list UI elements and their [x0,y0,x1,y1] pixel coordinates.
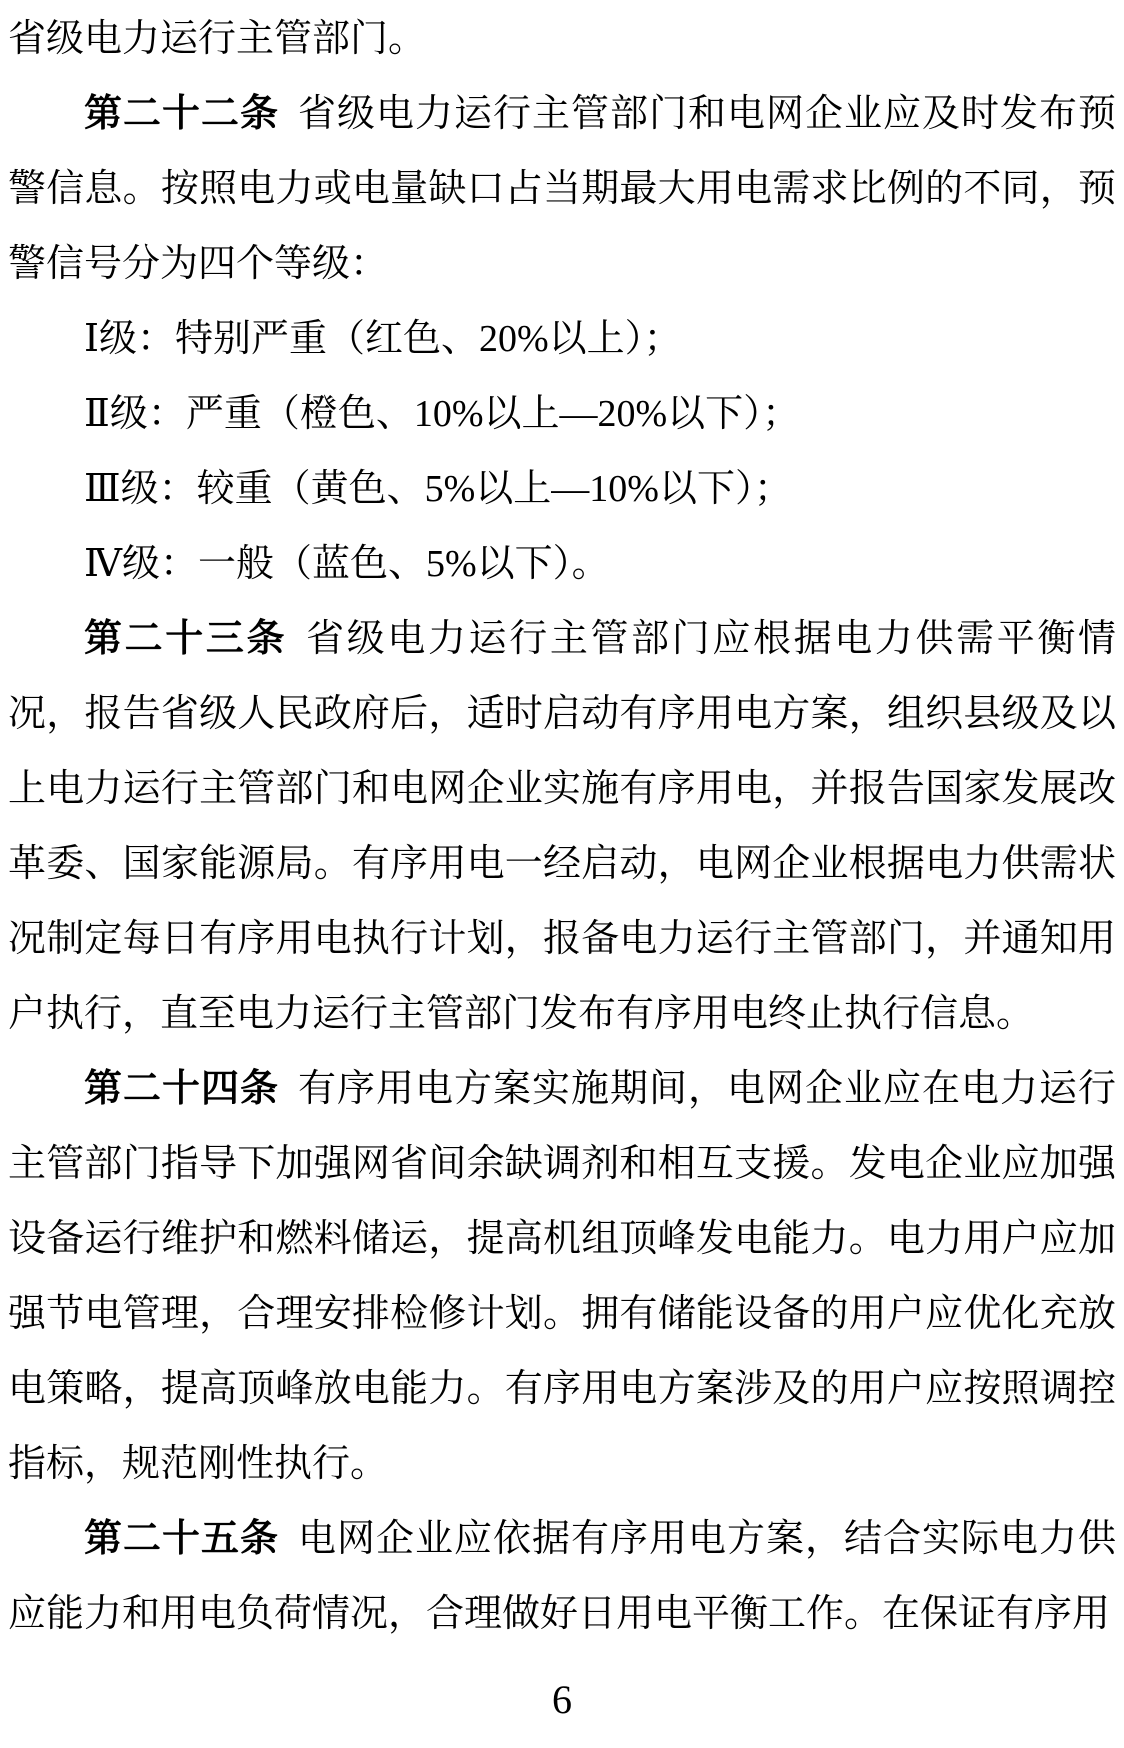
article-23-paragraph [8,602,1116,1052]
article-24-text: 有序用电方案实施期间，电网企业应在电力运行主管部门指导下加强网省间余缺调剂和相互支援。发电企业应加强设备运行维护和燃料储运，提高机组顶峰发电能力。电力用户应加强节电管理，合理安排检修计划。拥有储能设备的用户应优化充放电策略，提高顶峰放电能力。有序用电方案涉及的用户应按照调控指标，规范刚性执行。 [8,1068,1116,1485]
article-22-text: 省级电力运行主管部门和电网企业应及时发布预警信息。按照电力或电量缺口占当期最大用电需求比例的不同，预警信号分为四个等级： [8,93,1116,285]
warning-level-3-item: Ⅲ级：较重（黄色、5%以上—10%以下）； [84,468,792,510]
article-25-text: 电网企业应依据有序用电方案，结合实际电力供应能力和用电负荷情况，合理做好日用电平衡工作。在保证有序用 [8,1518,1116,1635]
article-24-paragraph [8,1052,1116,1502]
article-22-number: 第二十二条 [84,93,279,135]
article-25-number: 第二十五条 [84,1518,279,1560]
article-23-number: 第二十三条 [84,618,288,660]
article-25-paragraph [8,1502,1116,1652]
article-24-number: 第二十四条 [84,1068,279,1110]
article-22-paragraph [8,77,1116,302]
paragraph-continuation: 省级电力运行主管部门。 [8,18,427,60]
warning-level-1-item: Ⅰ级：特别严重（红色、20%以上）； [84,318,682,360]
page-number: 6 [552,1677,572,1722]
article-23-text: 省级电力运行主管部门应根据电力供需平衡情况，报告省级人民政府后，适时启动有序用电方案，组织县级及以上电力运行主管部门和电网企业实施有序用电，并报告国家发展改革委、国家能源局。有序用电一经启动，电网企业根据电力供需状况制定每日有序用电执行计划，报备电力运行主管部门，并通知用户执行，直至电力运行主管部门发布有序用电终止执行信息。 [8,618,1116,1035]
warning-level-2-item: Ⅱ级：严重（橙色、10%以上—20%以下）； [84,393,801,435]
warning-level-4-item: Ⅳ级：一般（蓝色、5%以下）。 [84,543,610,585]
